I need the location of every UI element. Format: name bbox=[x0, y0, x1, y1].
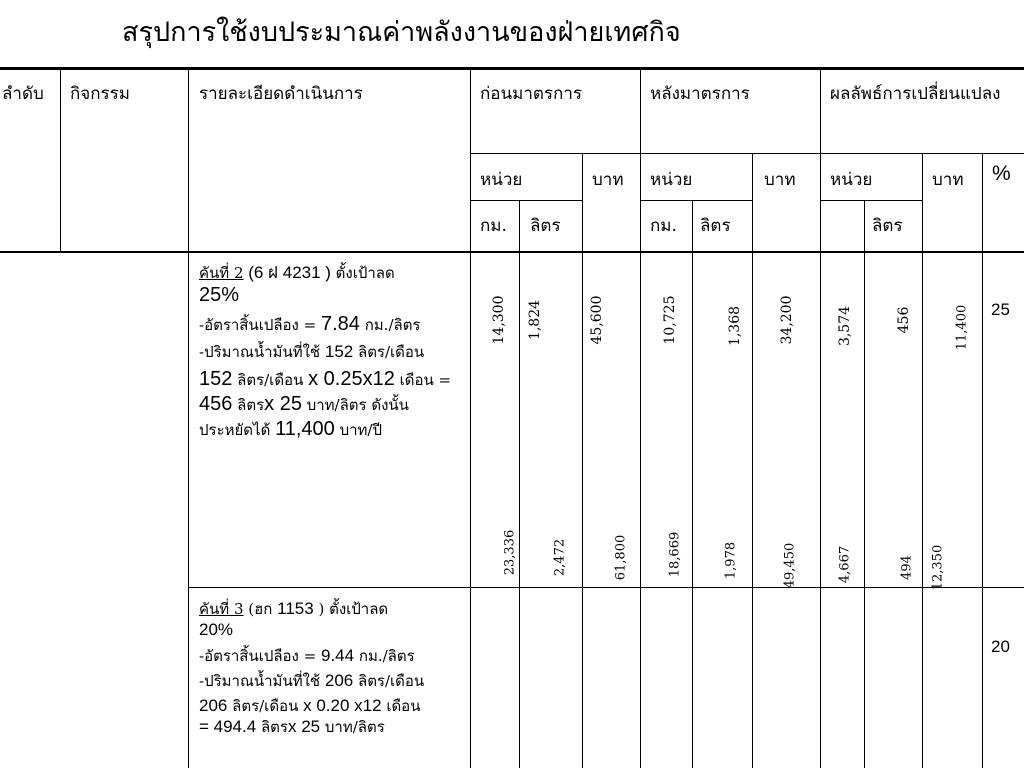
col-line-10 bbox=[864, 200, 865, 768]
row-1-rate-unit: กม./ลิตร bbox=[359, 316, 421, 335]
header-after-km: กม. bbox=[650, 216, 677, 236]
header-divider-1 bbox=[470, 153, 1024, 154]
header-after-unit: หน่วย bbox=[650, 170, 693, 190]
row-2-calc-a: 206 bbox=[199, 696, 228, 715]
header-percent: % bbox=[992, 162, 1011, 185]
row-1-car-plate: (6 ฝ 4231 ) bbox=[243, 263, 336, 282]
row-2-car-plate-end: ) bbox=[313, 600, 330, 618]
row-1-usage-unit: ลิตร/เดือน bbox=[353, 343, 425, 362]
row-2-target-prefix: ตั้งเป้าลด bbox=[329, 600, 389, 618]
row-2-calc-c: x 0.20 x12 bbox=[303, 696, 382, 715]
row-1-after-liter-bottom: 1,978 bbox=[723, 541, 739, 580]
header-order: ลำดับ bbox=[2, 84, 44, 104]
row-2-rate-value: 9.44 bbox=[321, 645, 355, 665]
row-2-rate-prefix: -อัตราสิ้นเปลือง = bbox=[199, 646, 321, 665]
row-1-target: 25% bbox=[199, 284, 240, 307]
header-before-km: กม. bbox=[480, 216, 507, 236]
row-1-calc-d: เดือน = bbox=[394, 370, 452, 389]
row-1-before-km-bottom: 23,336 bbox=[502, 529, 518, 576]
row-2-usage-prefix: -ปริมาณน้ำมันที่ใช้ bbox=[199, 671, 325, 690]
row-2-calc-d: เดือน bbox=[381, 697, 421, 715]
row-1-rate-prefix: -อัตราสิ้นเปลือง = bbox=[199, 316, 321, 335]
row-2-details bbox=[199, 598, 461, 742]
col-line-8 bbox=[752, 154, 753, 768]
row-1-after-liter-top: 1,368 bbox=[727, 305, 743, 347]
header-before-baht: บาท bbox=[592, 170, 624, 190]
row-1-usage-value: 152 bbox=[324, 342, 354, 362]
header-before-unit: หน่วย bbox=[480, 170, 523, 190]
header-result: ผลลัพธ์การเปลี่ยนแปลง bbox=[830, 84, 1001, 104]
header-before-liter: ลิตร bbox=[530, 216, 561, 236]
row-1-calc-e: 456 bbox=[199, 392, 233, 415]
row-2-car-plate: (ฮก bbox=[243, 600, 278, 618]
row-2-calc-g: x 25 bbox=[287, 717, 321, 737]
row-1-result-liter-bottom: 494 bbox=[899, 555, 915, 580]
header-divider-4 bbox=[820, 200, 922, 201]
header-details: รายละเอียดดำเนินการ bbox=[199, 84, 363, 104]
row-1-result-liter-top: 456 bbox=[896, 306, 912, 334]
row-1-before-liter-top: 1,824 bbox=[527, 299, 543, 341]
row-2-percent: 20 bbox=[991, 637, 1010, 656]
header-result-unit: หน่วย bbox=[830, 170, 873, 190]
row-1-before-baht-top: 45,600 bbox=[589, 295, 605, 345]
col-line-12 bbox=[982, 154, 983, 768]
header-result-liter: ลิตร bbox=[872, 216, 903, 236]
header-bottom-border bbox=[0, 251, 1024, 253]
col-line-2 bbox=[188, 68, 189, 768]
row-2-calc-f: ลิตร bbox=[256, 718, 288, 737]
row-2-calc-e: = 494.4 bbox=[199, 717, 257, 737]
row-1-calc-b: ลิตร/เดือน bbox=[232, 370, 309, 389]
row-1-before-liter-bottom: 2,472 bbox=[552, 538, 568, 577]
row-1-calc-h: บาท/ลิตร ดังนั้นประหยัดได้ bbox=[199, 395, 409, 439]
row-1-result-km-top: 3,574 bbox=[837, 305, 853, 347]
row-1-after-km-top: 10,725 bbox=[662, 295, 678, 345]
row-2-calc-b: ลิตร/เดือน bbox=[227, 697, 304, 715]
row-1-percent: 25 bbox=[991, 300, 1010, 319]
row-1-calc-j: บาท/ปี bbox=[334, 420, 382, 439]
row-2-rate-unit: กม./ลิตร bbox=[354, 646, 415, 665]
header-before: ก่อนมาตรการ bbox=[480, 84, 583, 104]
row-1-result-baht-top: 11,400 bbox=[954, 304, 970, 351]
row-2-usage-value: 206 bbox=[324, 670, 354, 690]
row-1-before-baht-bottom: 61,800 bbox=[613, 534, 629, 581]
row-2-target: 20% bbox=[199, 620, 234, 640]
row-1-calc-i: 11,400 bbox=[275, 417, 335, 440]
table-top-border bbox=[0, 67, 1024, 70]
page-title: สรุปการใช้งบประมาณค่าพลังงานของฝ่ายเทศกิจ bbox=[122, 17, 681, 48]
row-2-calc-h: บาท/ลิตร bbox=[320, 718, 385, 737]
row-1-after-baht-bottom: 49,450 bbox=[782, 542, 798, 589]
row-1-result-km-bottom: 4,667 bbox=[837, 545, 853, 584]
header-divider-2 bbox=[470, 200, 582, 201]
col-line-3 bbox=[470, 68, 471, 768]
header-result-baht: บาท bbox=[932, 170, 964, 190]
header-after-liter: ลิตร bbox=[700, 216, 731, 236]
row-1-before-km-top: 14,300 bbox=[491, 295, 507, 345]
col-line-4 bbox=[519, 200, 520, 768]
col-line-9 bbox=[820, 68, 821, 768]
row-2-usage-unit: ลิตร/เดือน bbox=[353, 671, 425, 690]
row-1-calc-c: x 0.25x12 bbox=[308, 367, 395, 390]
col-line-6 bbox=[640, 68, 641, 768]
row-2-car-plate-num: 1153 bbox=[277, 599, 314, 618]
header-divider-3 bbox=[640, 200, 752, 201]
header-activity: กิจกรรม bbox=[70, 84, 131, 104]
row-1-calc-g: x 25 bbox=[264, 392, 302, 415]
col-line-5 bbox=[582, 154, 583, 768]
row-1-calc-f: ลิตร bbox=[232, 395, 265, 414]
row-1-car-label: คันที่ 2 bbox=[199, 264, 244, 282]
header-after: หลังมาตรการ bbox=[650, 84, 750, 104]
row-1-after-km-bottom: 18,669 bbox=[667, 531, 683, 578]
row-1-target-prefix: ตั้งเป้าลด bbox=[335, 264, 395, 282]
row-1-calc-a: 152 bbox=[199, 367, 233, 390]
row-1-details bbox=[199, 262, 461, 446]
row-1-usage-prefix: -ปริมาณน้ำมันที่ใช้ bbox=[199, 343, 325, 362]
row-1-result-baht-bottom: 12,350 bbox=[930, 544, 946, 591]
row-2-car-label: คันที่ 3 bbox=[199, 600, 244, 618]
row-1-after-baht-top: 34,200 bbox=[779, 295, 795, 345]
col-line-1 bbox=[60, 68, 61, 253]
col-line-11 bbox=[922, 154, 923, 768]
col-line-7 bbox=[692, 200, 693, 768]
header-after-baht: บาท bbox=[764, 170, 796, 190]
row-1-rate-value: 7.84 bbox=[321, 313, 360, 336]
